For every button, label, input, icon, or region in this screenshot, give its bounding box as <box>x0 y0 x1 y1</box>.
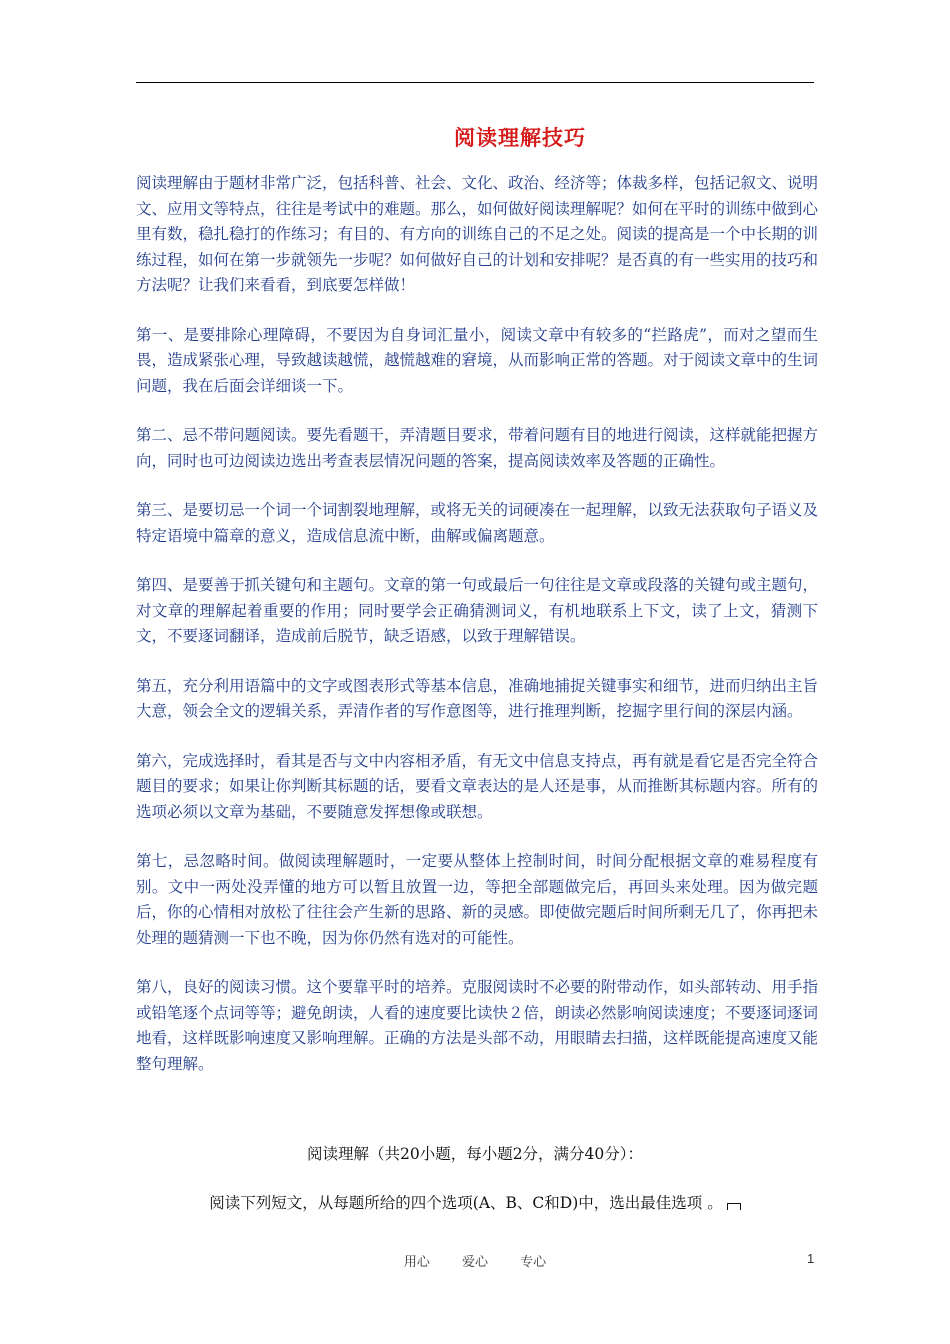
paragraph-6: 第六，完成选择时，看其是否与文中内容相矛盾，有无文中信息支持点，再有就是看它是否完全符合题目的要求；如果让你判断其标题的话，要看文章表达的是人还是事，从而推断其标题内容。所有的选项必须以文章为基础，不要随意发挥想像或联想。 <box>136 751 819 821</box>
article-body <box>136 171 818 1101</box>
paragraph-8: 第八，良好的阅读习惯。这个要靠平时的培养。克服阅读时不必要的附带动作，如头部转动、用手指或铅笔逐个点词等等；避免朗读，人看的速度要比读快２倍，朗读必然影响阅读速度；不要逐词逐词地看，这样既影响速度又影响理解。正确的方法是头部不动，用眼睛去扫描，这样既能提高速度又能整句理解。 <box>136 978 819 1073</box>
section-heading: 阅读理解（共20小题，每小题2分，满分40分）： <box>306 1145 644 1163</box>
header-rule <box>136 82 814 83</box>
footer-item: 专心 <box>520 1255 547 1270</box>
paragraph-2: 第二、忌不带问题阅读。要先看题干，弄清题目要求，带着问题有目的地进行阅读，这样就能把握方向，同时也可边阅读边选出考查表层情况问题的答案，提高阅读效率及答题的正确性。 <box>136 426 819 470</box>
paragraph-5: 第五，充分利用语篇中的文字或图表形式等基本信息，准确地捕捉关键事实和细节，进而归纳出主旨大意，领会全文的逻辑关系，弄清作者的写作意图等，进行推理判断，挖掘字里行间的深层内涵。 <box>136 676 819 720</box>
document-title: 阅读理解技巧 <box>454 125 586 150</box>
bracket-mark-icon <box>727 1203 741 1210</box>
paragraph-4: 第四、是要善于抓关键句和主题句。文章的第一句或最后一句往往是文章或段落的关键句或主题句，对文章的理解起着重要的作用；同时要学会正确猜测词义，有机地联系上下文，读了上文，猜测下文，不要逐词翻译，造成前后脱节，缺乏语感，以致于理解错误。 <box>136 576 819 645</box>
instruction-text: 阅读下列短文，从每题所给的四个选项(A、B、C和D)中，选出最佳选项 。 <box>209 1194 723 1212</box>
paragraph-1: 第一、是要排除心理障碍，不要因为自身词汇量小，阅读文章中有较多的“拦路虎”，而对之望而生畏，造成紧张心理，导致越读越慌，越慌越难的窘境，从而影响正常的答题。对于阅读文章中的生词问题，我在后面会详细谈一下。 <box>136 325 819 395</box>
paragraph-7: 第七，忌忽略时间。做阅读理解题时，一定要从整体上控制时间，时间分配根据文章的难易程度有别。文中一两处没弄懂的地方可以暂且放置一边，等把全部题做完后，再回头来处理。因为做完题后，你的心情相对放松了往往会产生新的思路、新的灵感。即使做完题后时间所剩无几了，你再把未处理的题猜测一下也不晚，因为你仍然有选对的可能性。 <box>136 852 819 947</box>
footer-item: 用心 <box>403 1255 430 1270</box>
page-number: 1 <box>807 1251 815 1266</box>
paragraph-3: 第三、是要切忌一个词一个词割裂地理解，或将无关的词硬凑在一起理解，以致无法获取句子语义及特定语境中篇章的意义，造成信息流中断，曲解或偏离题意。 <box>136 501 819 545</box>
paragraph-intro: 阅读理解由于题材非常广泛，包括科普、社会、文化、政治、经济等；体裁多样，包括记叙文、说明文、应用文等特点，往往是考试中的难题。那么，如何做好阅读理解呢？如何在平时的训练中做到心里有数，稳扎稳打的作练习；有目的、有方向的训练自己的不足之处。阅读的提高是一个中长期的训练过程，如何在第一步就领先一步呢？如何做好自己的计划和安排呢？是否真的有一些实用的技巧和方法呢？让我们来看看，到底要怎样做！ <box>136 174 819 294</box>
instruction-line <box>136 1191 814 1213</box>
footer-item: 爱心 <box>461 1255 488 1270</box>
